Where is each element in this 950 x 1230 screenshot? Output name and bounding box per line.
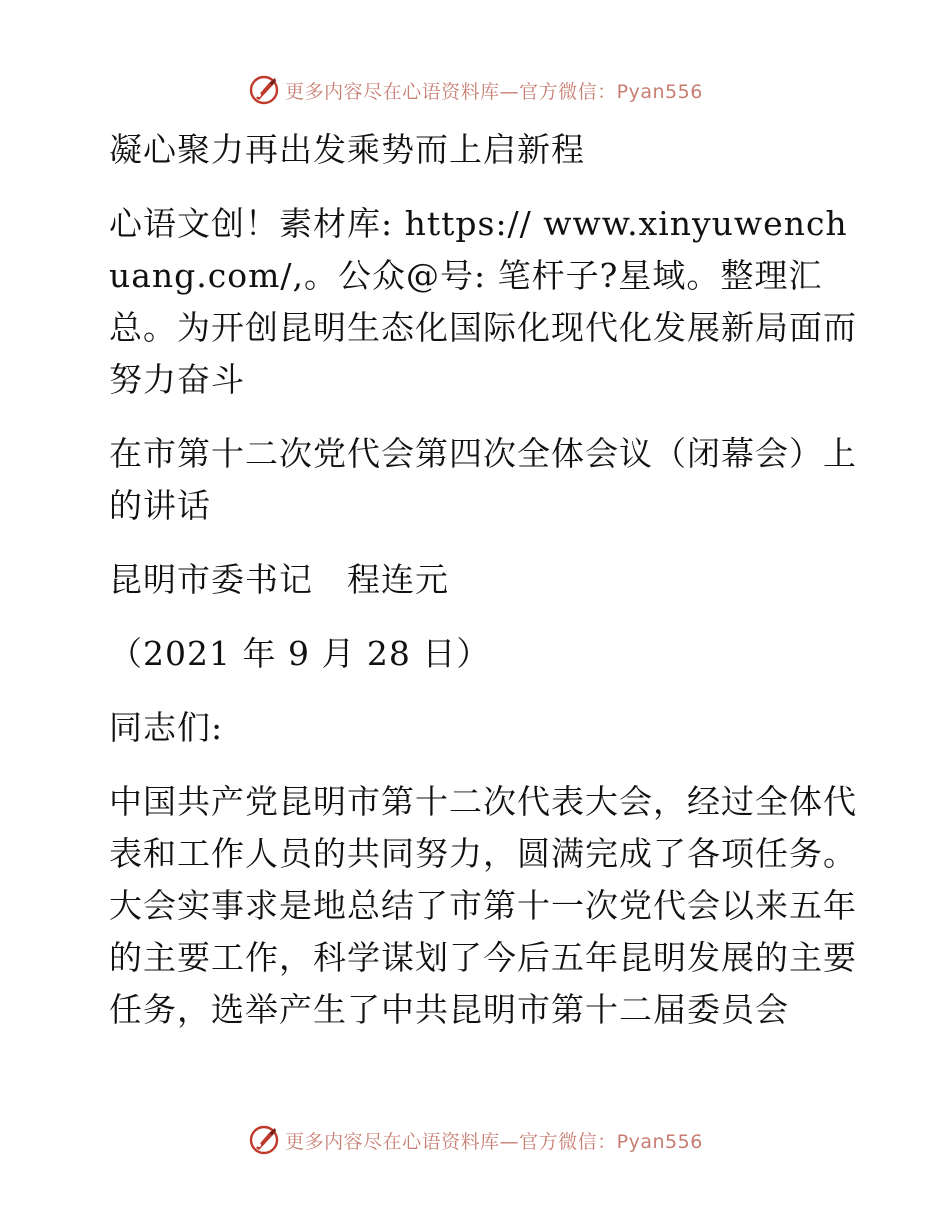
watermark-banner-bottom <box>0 1120 950 1160</box>
salutation: 同志们: <box>109 708 224 747</box>
document-title: 凝心聚力再出发乘势而上启新程 <box>109 130 585 169</box>
quill-pen-logo-icon <box>247 1123 281 1157</box>
watermark-banner-top <box>0 70 950 110</box>
speaker-line: 昆明市委书记 程连元 <box>109 560 449 599</box>
speech-subtitle: 在市第十二次党代会第四次全体会议（闭幕会）上的讲话 <box>109 434 857 525</box>
watermark-text: 更多内容尽在心语资料库—官方微信：Pyan556 <box>285 1130 703 1153</box>
document-body <box>97 124 857 1058</box>
body-paragraph: 中国共产党昆明市第十二次代表大会，经过全体代表和工作人员的共同努力，圆满完成了各项任务。大会实事求是地总结了市第十一次党代会以来五年的主要工作，科学谋划了今后五年昆明发展的主要任务，选举产生了中共昆明市第十二届委员会 <box>109 782 857 1029</box>
quill-pen-logo-icon <box>247 73 281 107</box>
source-paragraph: 心语文创！素材库: https:// www.xinyuwenchuang.com/,。公众@号: 笔杆子?星域。整理汇总。为开创昆明生态化国际化现代化发展新局面而努力奋斗 <box>109 204 857 399</box>
speech-date: （2021 年 9 月 28 日） <box>109 634 491 673</box>
watermark-text: 更多内容尽在心语资料库—官方微信：Pyan556 <box>285 80 703 103</box>
